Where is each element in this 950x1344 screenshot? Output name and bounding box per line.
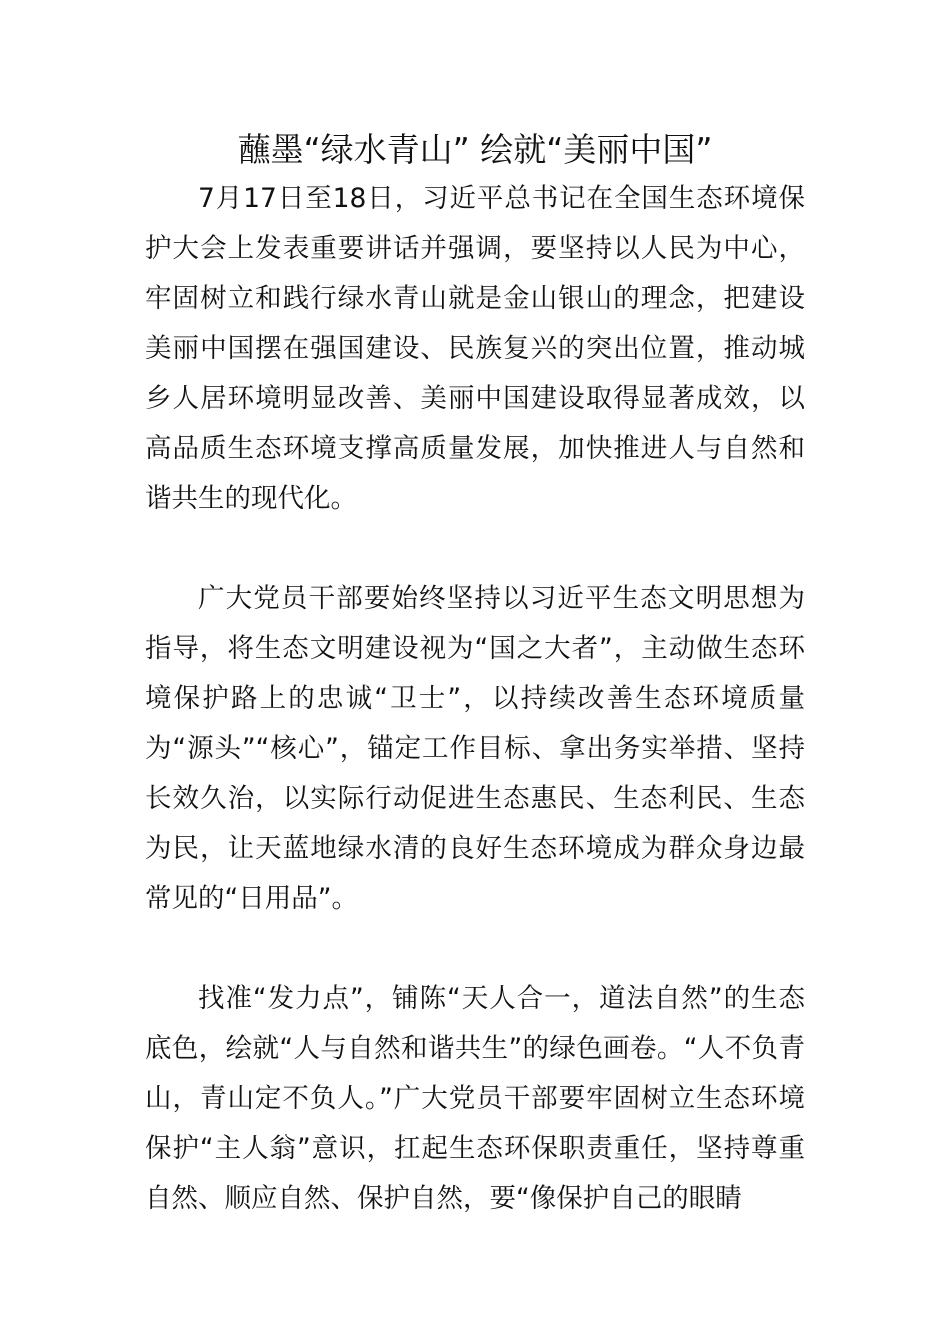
document-title: 蘸墨“绿水青山” 绘就“美丽中国” [237, 130, 713, 169]
paragraph-2: 广大党员干部要始终坚持以习近平生态文明思想为指导，将生态文明建设视为“国之大者”，主动做生态环境保护路上的忠诚“卫士”，以持续改善生态环境质量为“源头”“核心”，锚定工作目标、拿出务实举措、坚持长效久治，以实际行动促进生态惠民、生态利民、生态为民，让天蓝地绿水清的良好生态环境成为群众身边最常见的“日用品”。 [145, 583, 805, 914]
paragraph-3: 找准“发力点”，铺陈“天人合一，道法自然”的生态底色，绘就“人与自然和谐共生”的绿色画卷。“人不负青山，青山定不负人。”广大党员干部要牢固树立生态环境保护“主人翁”意识，扛起生态环保职责重任，坚持尊重自然、顺应自然、保护自然，要“像保护自己的眼睛 [145, 983, 805, 1214]
paragraph-1: 7月17日至18日，习近平总书记在全国生态环境保护大会上发表重要讲话并强调，要坚持以人民为中心，牢固树立和践行绿水青山就是金山银山的理念，把建设美丽中国摆在强国建设、民族复兴的突出位置，推动城乡人居环境明显改善、美丽中国建设取得显著成效，以高品质生态环境支撑高质量发展，加快推进人与自然和谐共生的现代化。 [145, 183, 805, 514]
